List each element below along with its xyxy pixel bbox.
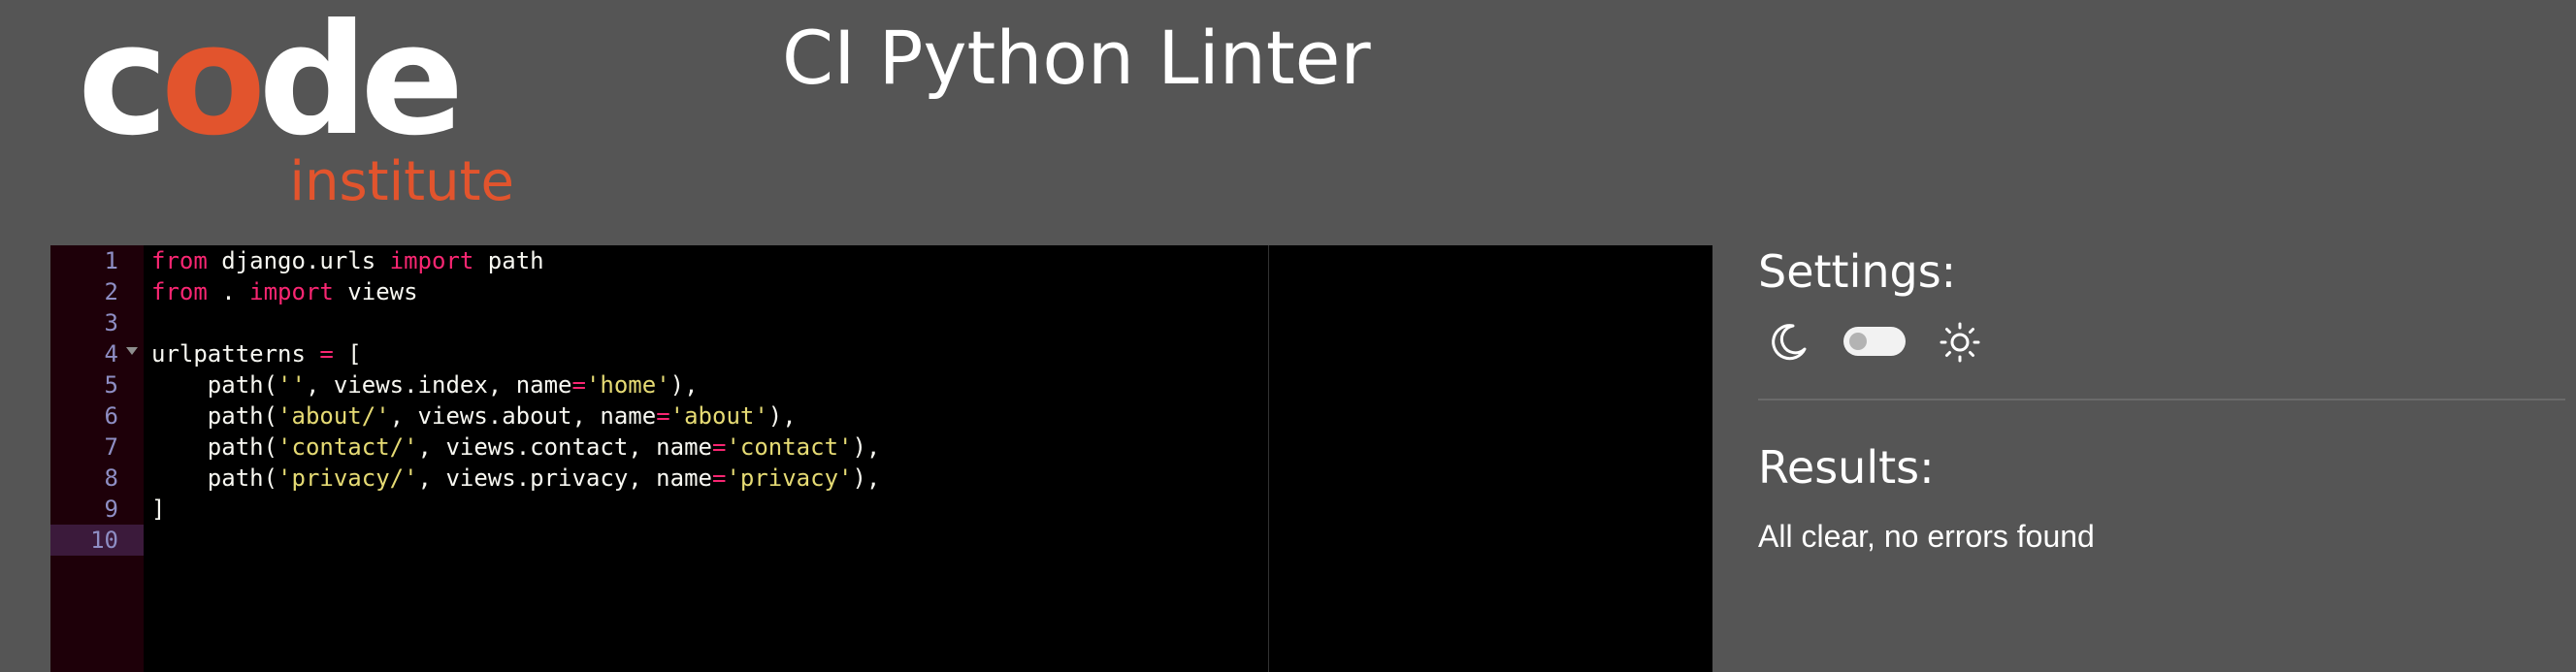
theme-toggle[interactable] (1843, 327, 1906, 356)
print-margin (1268, 245, 1269, 672)
code-line (151, 307, 1712, 338)
moon-icon[interactable] (1766, 320, 1810, 365)
code-line: from . import views (151, 278, 418, 305)
code-line: from django.urls import path (151, 247, 544, 274)
results-title: Results: (1758, 441, 1935, 494)
results-message: All clear, no errors found (1758, 519, 2095, 554)
line-number: 3 (104, 309, 118, 336)
line-number-active: 10 (50, 525, 144, 556)
settings-divider (1758, 399, 2565, 400)
code-area[interactable] (151, 245, 1712, 556)
code-line (151, 525, 1712, 556)
page-title: CI Python Linter (782, 15, 1371, 101)
fold-arrow-icon[interactable] (126, 347, 138, 355)
logo-subtitle: institute (289, 150, 514, 213)
line-number: 8 (104, 464, 118, 492)
line-number: 7 (104, 433, 118, 461)
code-line: path('privacy/', views.privacy, name='privacy'), (151, 464, 881, 492)
code-line: path('contact/', views.contact, name='contact'), (151, 433, 881, 461)
logo-letters-de: de (258, 0, 457, 170)
sun-icon[interactable] (1938, 320, 1982, 365)
line-number: 9 (104, 496, 118, 523)
line-number: 1 (104, 247, 118, 274)
code-line: path('about/', views.about, name='about'), (151, 402, 797, 430)
code-line: path('', views.index, name='home'), (151, 371, 699, 399)
editor-gutter (50, 245, 144, 672)
line-numbers (50, 245, 118, 556)
code-institute-logo (78, 0, 514, 213)
logo-letter-o: o (160, 0, 259, 170)
logo-wordmark (78, 0, 457, 170)
line-number: 5 (104, 371, 118, 399)
code-line: ] (151, 496, 166, 523)
toggle-knob (1849, 333, 1867, 350)
logo-letter-c: c (78, 0, 161, 170)
code-line: urlpatterns = [ (151, 340, 362, 368)
code-editor[interactable] (50, 245, 1712, 672)
settings-title: Settings: (1758, 245, 1957, 298)
line-number: 6 (104, 402, 118, 430)
line-number: 2 (104, 278, 118, 305)
line-number: 4 (104, 340, 118, 368)
